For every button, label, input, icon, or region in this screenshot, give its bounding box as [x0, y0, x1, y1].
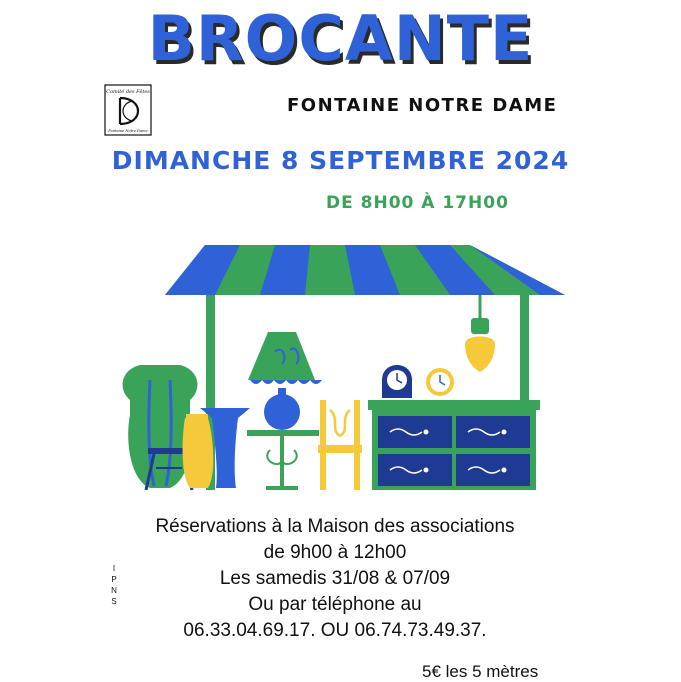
ipns-letter: S: [111, 597, 117, 606]
event-date: DIMANCHE 8 SEPTEMBRE 2024: [111, 146, 570, 175]
location-name: FONTAINE NOTRE DAME: [287, 95, 558, 116]
svg-text:Comité des Fêtes: Comité des Fêtes: [106, 89, 150, 95]
phone-numbers: 06.33.04.69.17. OU 06.74.73.49.37.: [183, 620, 487, 641]
svg-text:Fontaine Notre Dame: Fontaine Notre Dame: [108, 129, 148, 133]
ipns-letter: P: [111, 575, 117, 584]
poster-title: BROCANTE: [147, 2, 534, 75]
info-line: Les samedis 31/08 & 07/09: [219, 568, 451, 589]
comite-des-fetes-logo: [104, 84, 152, 136]
market-stall-illustration: [110, 240, 570, 495]
info-line: de 9h00 à 12h00: [263, 542, 407, 563]
ipns-letter: N: [111, 586, 117, 595]
event-hours: DE 8H00 À 17H00: [326, 193, 509, 213]
ipns-mark: [109, 563, 119, 607]
ipns-letter: I: [112, 564, 116, 573]
awning: [165, 245, 565, 295]
info-line: Réservations à la Maison des associations: [155, 516, 515, 537]
reservation-info: [100, 514, 570, 644]
pitch-price: 5€ les 5 mètres: [422, 662, 539, 681]
info-line: Ou par téléphone au: [248, 594, 422, 615]
